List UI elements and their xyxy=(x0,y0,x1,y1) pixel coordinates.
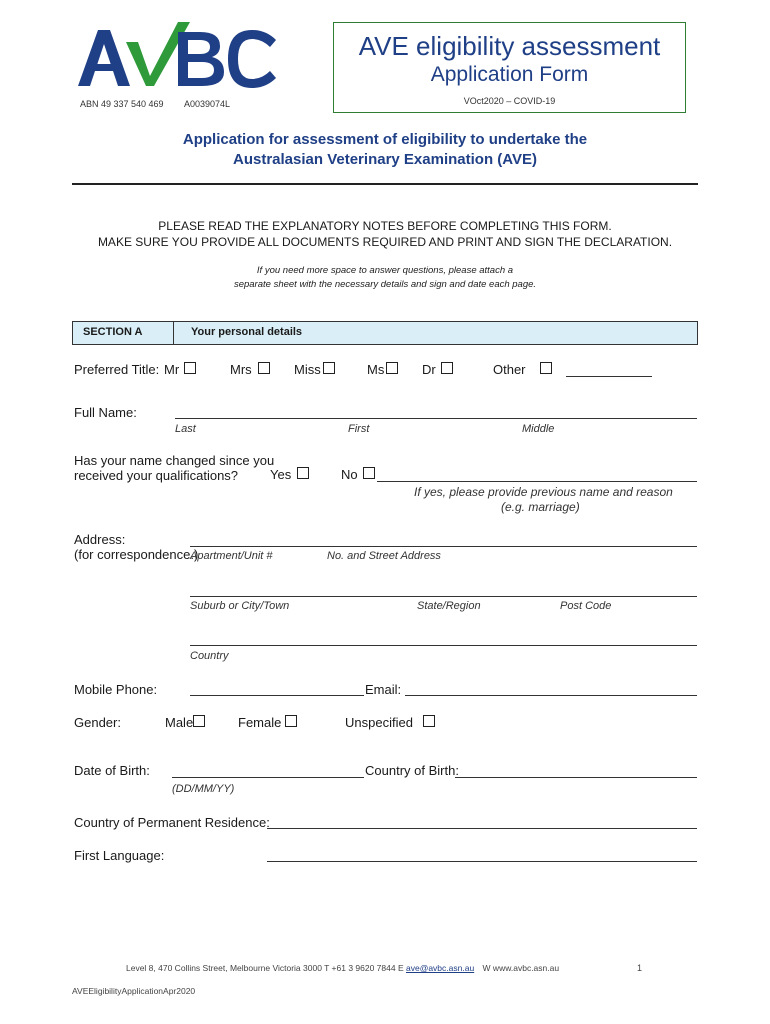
first-language-field[interactable] xyxy=(267,861,697,862)
dob-field[interactable] xyxy=(172,777,364,778)
avbc-logo-mark xyxy=(74,18,280,98)
notice-line2: MAKE SURE YOU PROVIDE ALL DOCUMENTS REQUIRED AND PRINT AND SIGN THE DECLARATION. xyxy=(97,235,673,249)
form-version: VOct2020 – COVID-19 xyxy=(463,96,556,106)
full-name-label: Full Name: xyxy=(74,405,137,420)
title-other-checkbox[interactable] xyxy=(540,362,552,374)
country-hint: Country xyxy=(190,650,229,662)
section-label: SECTION A xyxy=(83,326,143,338)
mobile-phone-label: Mobile Phone: xyxy=(74,682,158,697)
full-name-middle-hint: Middle xyxy=(522,423,555,435)
full-name-field[interactable] xyxy=(175,418,697,419)
previous-name-hint-line1: If yes, please provide previous name and reason xyxy=(414,485,673,499)
title-mr-label: Mr xyxy=(164,362,180,377)
permanent-residence-field[interactable] xyxy=(267,828,697,829)
street-hint: No. and Street Address xyxy=(327,550,441,562)
name-change-yes-label: Yes xyxy=(270,467,292,482)
suburb-hint: Suburb or City/Town xyxy=(190,600,290,612)
form-title: AVE eligibility assessment xyxy=(358,31,661,61)
title-ms-checkbox[interactable] xyxy=(386,362,398,374)
title-other-field[interactable] xyxy=(566,376,652,377)
section-a-header xyxy=(72,321,698,345)
previous-name-field[interactable] xyxy=(377,481,697,482)
mobile-phone-field[interactable] xyxy=(190,695,364,696)
document-id: AVEEligibilityApplicationApr2020 xyxy=(72,986,196,996)
note-line2: separate sheet with the necessary details and sign and date each page. xyxy=(233,279,537,290)
section-divider xyxy=(173,322,174,344)
notice-line1: PLEASE READ THE EXPLANATORY NOTES BEFORE COMPLETING THIS FORM. xyxy=(158,219,612,233)
org-code: A0039074L xyxy=(184,99,231,109)
heading-divider xyxy=(72,183,698,185)
note-line1: If you need more space to answer questions, please attach a xyxy=(256,265,514,276)
full-name-last-hint: Last xyxy=(175,423,196,435)
preferred-title-label: Preferred Title: xyxy=(74,362,160,377)
gender-male-label: Male xyxy=(165,715,194,730)
title-miss-label: Miss xyxy=(294,362,321,377)
title-other-label: Other xyxy=(493,362,526,377)
footer-email-link[interactable]: ave@avbc.asn.au xyxy=(406,963,475,973)
footer-contact xyxy=(126,963,559,973)
title-miss-checkbox[interactable] xyxy=(323,362,335,374)
email-label: Email: xyxy=(365,682,402,697)
apartment-hint: Apartment/Unit # xyxy=(190,550,273,562)
title-ms-label: Ms xyxy=(367,362,385,377)
gender-unspecified-label: Unspecified xyxy=(345,715,413,730)
name-change-no-checkbox[interactable] xyxy=(363,467,375,479)
gender-female-checkbox[interactable] xyxy=(285,715,297,727)
title-mrs-label: Mrs xyxy=(230,362,252,377)
gender-female-label: Female xyxy=(238,715,282,730)
address-street-field[interactable] xyxy=(190,546,697,547)
title-dr-label: Dr xyxy=(422,362,436,377)
gender-unspecified-checkbox[interactable] xyxy=(423,715,435,727)
name-change-question-line2: received your qualifications? xyxy=(74,468,239,483)
permanent-residence-label: Country of Permanent Residence: xyxy=(74,815,270,830)
form-title-box xyxy=(333,22,686,113)
section-title: Your personal details xyxy=(191,326,303,338)
country-of-birth-label: Country of Birth: xyxy=(365,763,459,778)
country-of-birth-field[interactable] xyxy=(455,777,697,778)
page-heading-line1: Application for assessment of eligibility to undertake the xyxy=(182,131,588,148)
address-suburb-field[interactable] xyxy=(190,596,697,597)
footer-address: Level 8, 470 Collins Street, Melbourne Victoria 3000 T +61 3 9620 7844 E xyxy=(126,963,404,973)
address-label-note: (for correspondence.) xyxy=(74,547,199,562)
address-country-field[interactable] xyxy=(190,645,697,646)
name-change-question-line1: Has your name changed since you xyxy=(74,453,275,468)
footer-web: W www.avbc.asn.au xyxy=(482,963,560,973)
postcode-hint: Post Code xyxy=(560,600,612,612)
email-field[interactable] xyxy=(405,695,697,696)
name-change-yes-checkbox[interactable] xyxy=(297,467,309,479)
title-mrs-checkbox[interactable] xyxy=(258,362,270,374)
abn-number: ABN 49 337 540 469 xyxy=(80,99,164,109)
gender-label: Gender: xyxy=(74,715,121,730)
state-hint: State/Region xyxy=(417,600,481,612)
dob-label: Date of Birth: xyxy=(74,763,150,778)
dob-format-hint: (DD/MM/YY) xyxy=(172,783,235,795)
address-label: Address: xyxy=(74,532,126,547)
title-dr-checkbox[interactable] xyxy=(441,362,453,374)
gender-male-checkbox[interactable] xyxy=(193,715,205,727)
first-language-label: First Language: xyxy=(74,848,165,863)
name-change-no-label: No xyxy=(341,467,358,482)
previous-name-hint-line2: (e.g. marriage) xyxy=(501,500,580,514)
form-subtitle: Application Form xyxy=(430,63,589,86)
title-mr-checkbox[interactable] xyxy=(184,362,196,374)
page-heading-line2: Australasian Veterinary Examination (AVE) xyxy=(233,151,537,168)
avbc-logo xyxy=(74,18,280,98)
full-name-first-hint: First xyxy=(348,423,370,435)
page-number: 1 xyxy=(637,963,643,973)
